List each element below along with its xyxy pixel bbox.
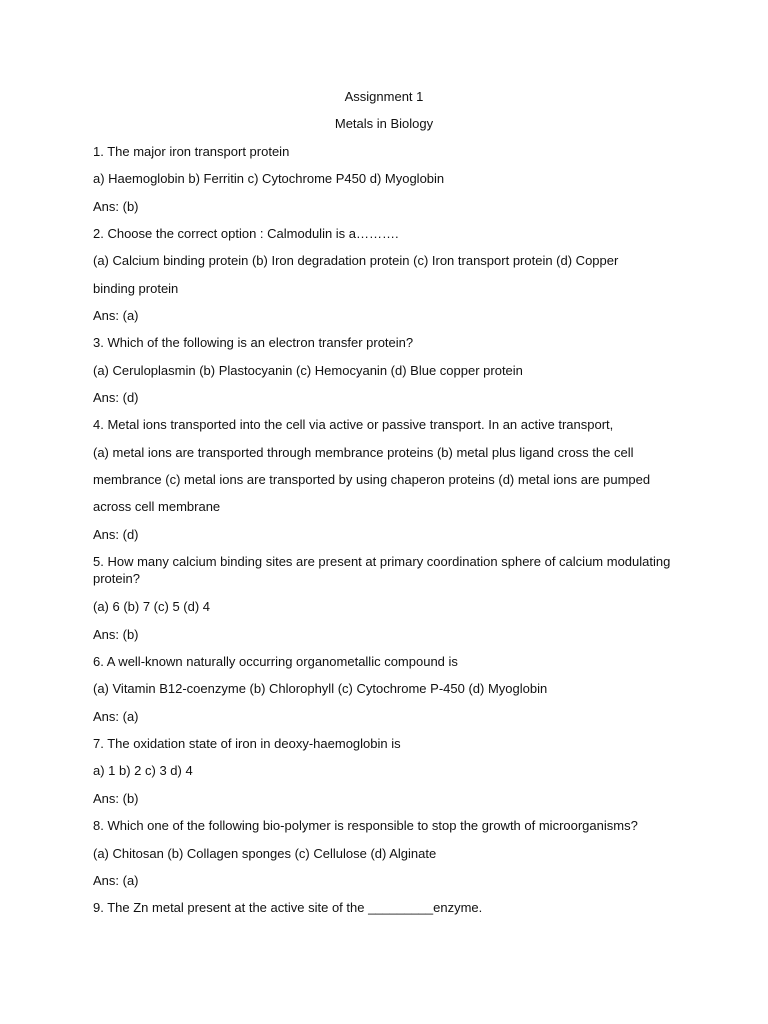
options-7: a) 1 b) 2 c) 3 d) 4	[93, 763, 193, 778]
question-2: 2. Choose the correct option : Calmodulin is a……….	[93, 226, 399, 241]
question-1: 1. The major iron transport protein	[93, 144, 290, 159]
answer-5: Ans: (b)	[93, 627, 139, 642]
options-8: (a) Chitosan (b) Collagen sponges (c) Cellulose (d) Alginate	[93, 846, 437, 861]
answer-8: Ans: (a)	[93, 873, 139, 888]
question-6: 6. A well-known naturally occurring organometallic compound is	[93, 654, 458, 669]
question-7: 7. The oxidation state of iron in deoxy-haemoglobin is	[93, 736, 401, 751]
options-6: (a) Vitamin B12-coenzyme (b) Chlorophyll (c) Cytochrome P-450 (d) Myoglobin	[93, 681, 548, 696]
question-5: 5. How many calcium binding sites are present at primary coordination sphere of calcium modulating protein?	[93, 554, 671, 586]
options-4-cont: membrance (c) metal ions are transported by using chaperon proteins (d) metal ions are pumped	[93, 472, 651, 487]
options-5: (a) 6 (b) 7 (c) 5 (d) 4	[93, 599, 211, 614]
options-4-cont2: across cell membrane	[93, 499, 221, 514]
options-2-cont: binding protein	[93, 281, 179, 296]
answer-2: Ans: (a)	[93, 308, 139, 323]
question-9: 9. The Zn metal present at the active site of the _________enzyme.	[93, 900, 483, 915]
options-2: (a) Calcium binding protein (b) Iron degradation protein (c) Iron transport protein (d) Copper	[93, 253, 619, 268]
question-3: 3. Which of the following is an electron transfer protein?	[93, 335, 414, 350]
answer-7: Ans: (b)	[93, 791, 139, 806]
answer-6: Ans: (a)	[93, 709, 139, 724]
options-3: (a) Ceruloplasmin (b) Plastocyanin (c) Hemocyanin (d) Blue copper protein	[93, 363, 523, 378]
options-1: a) Haemoglobin b) Ferritin c) Cytochrome P450 d) Myoglobin	[93, 171, 445, 186]
answer-4: Ans: (d)	[93, 527, 139, 542]
answer-3: Ans: (d)	[93, 390, 139, 405]
question-8: 8. Which one of the following bio-polymer is responsible to stop the growth of microorganisms?	[93, 818, 638, 833]
answer-1: Ans: (b)	[93, 199, 139, 214]
document-title: Assignment 1	[344, 89, 424, 104]
question-4: 4. Metal ions transported into the cell via active or passive transport. In an active transport,	[93, 417, 614, 432]
document-subtitle: Metals in Biology	[334, 116, 434, 131]
options-4: (a) metal ions are transported through membrance proteins (b) metal plus ligand cross the cell	[93, 445, 634, 460]
